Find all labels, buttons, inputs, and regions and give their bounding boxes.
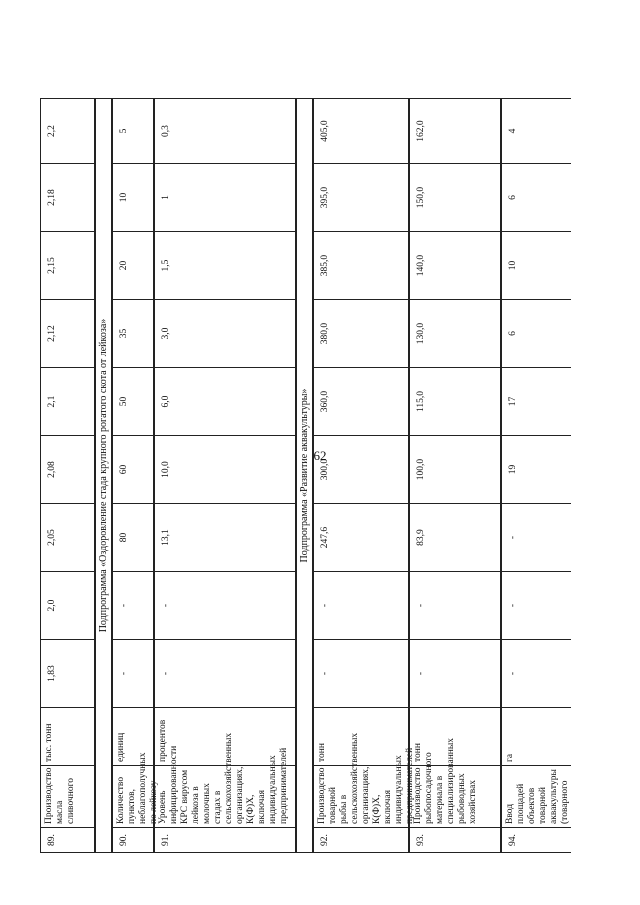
year-value: 35	[113, 300, 153, 368]
year-value: 2,18	[41, 164, 94, 232]
year-value: 380,0	[314, 300, 408, 368]
year-value: 50	[113, 368, 153, 436]
page-number: 62	[313, 448, 327, 463]
year-value: 150,0	[410, 164, 500, 232]
year-value: 83,9	[410, 504, 500, 572]
year-value: 17	[502, 368, 571, 436]
year-value: -	[155, 572, 295, 640]
year-value: 2,2	[41, 99, 94, 164]
year-value: -	[113, 572, 153, 640]
year-value: -	[502, 572, 571, 640]
year-value: 130,0	[410, 300, 500, 368]
year-value: 100,0	[410, 436, 500, 504]
year-value: -	[502, 640, 571, 708]
year-value: 3,0	[155, 300, 295, 368]
year-value: 140,0	[410, 232, 500, 300]
year-value: 247,6	[314, 504, 408, 572]
year-value: -	[502, 504, 571, 572]
indicator-name: Производство рыбопосадочного материала в специализированных рыбоводных хозяйствах	[410, 766, 500, 828]
row-number: 92.	[320, 834, 330, 846]
year-value: 162,0	[410, 99, 500, 164]
table-row-90	[112, 98, 159, 853]
year-value: 10	[502, 232, 571, 300]
year-value: 4	[502, 99, 571, 164]
year-value: 300,0	[314, 436, 408, 504]
year-value: 405,0	[314, 99, 408, 164]
year-value: -	[113, 640, 153, 708]
indicator-name: Производство товарной рыбы в сельскохозяйственных организациях, К(Ф)Х, включая индивидуальных предпринимателей	[314, 766, 408, 828]
unit-cell: единиц	[113, 708, 153, 766]
indicator-name: Ввод площадей объектов товарной аквакультуры (товарного	[502, 766, 571, 828]
unit-cell: тонн	[314, 708, 408, 766]
unit-cell: тонн	[410, 708, 500, 766]
subprogram-title-2: Подпрограмма «Развитие аквакультуры»	[296, 98, 313, 853]
unit-cell: га	[502, 708, 571, 766]
year-value: -	[314, 572, 408, 640]
row-number: 89.	[47, 834, 57, 846]
year-value: 360,0	[314, 368, 408, 436]
year-value: 1,83	[41, 640, 94, 708]
year-value: 2,1	[41, 368, 94, 436]
year-value: 13,1	[155, 504, 295, 572]
row-number: 94.	[508, 834, 518, 846]
year-value: -	[155, 640, 295, 708]
year-value: 10,0	[155, 436, 295, 504]
row-number: 93.	[416, 834, 426, 846]
table-row-93	[409, 98, 501, 853]
year-value: 19	[502, 436, 571, 504]
year-value: 2,0	[41, 572, 94, 640]
row-number: 91.	[161, 834, 171, 846]
year-value: 5	[113, 99, 153, 164]
table-row-94	[501, 98, 571, 853]
unit-cell: процентов	[155, 708, 295, 766]
year-value: 2,15	[41, 232, 94, 300]
table-row-91	[154, 98, 296, 853]
year-value: 1	[155, 164, 295, 232]
year-value: 6	[502, 164, 571, 232]
indicator-name: Производство масла сливочного	[41, 766, 94, 828]
year-value: 60	[113, 436, 153, 504]
year-value: 385,0	[314, 232, 408, 300]
year-value: 2,05	[41, 504, 94, 572]
year-value: 20	[113, 232, 153, 300]
table-row-89	[40, 98, 95, 853]
year-value: -	[410, 640, 500, 708]
year-value: 0,3	[155, 99, 295, 164]
row-number: 90.	[119, 834, 129, 846]
year-value: 2,12	[41, 300, 94, 368]
subprogram-title-1: Подпрограмма «Оздоровление стада крупного рогатого скота от лейкоза»	[95, 98, 112, 853]
year-value: 10	[113, 164, 153, 232]
year-value: -	[314, 640, 408, 708]
indicator-name: Уровень инфицированности КРС вирусом лейкоза в молочных стадах в сельскохозяйственных организациях, К(Ф)Х, включая индивидуальных предпринимателей	[155, 766, 295, 828]
year-value: 6,0	[155, 368, 295, 436]
unit-cell: тыс. тонн	[41, 708, 94, 766]
year-value: 1,5	[155, 232, 295, 300]
year-value: -	[410, 572, 500, 640]
table-row-92	[313, 98, 415, 853]
year-value: 395,0	[314, 164, 408, 232]
year-value: 115,0	[410, 368, 500, 436]
year-value: 80	[113, 504, 153, 572]
year-value: 2,08	[41, 436, 94, 504]
year-value: 6	[502, 300, 571, 368]
indicator-name: Количество пунктов, неблагополучных по лейкозу	[113, 766, 153, 828]
